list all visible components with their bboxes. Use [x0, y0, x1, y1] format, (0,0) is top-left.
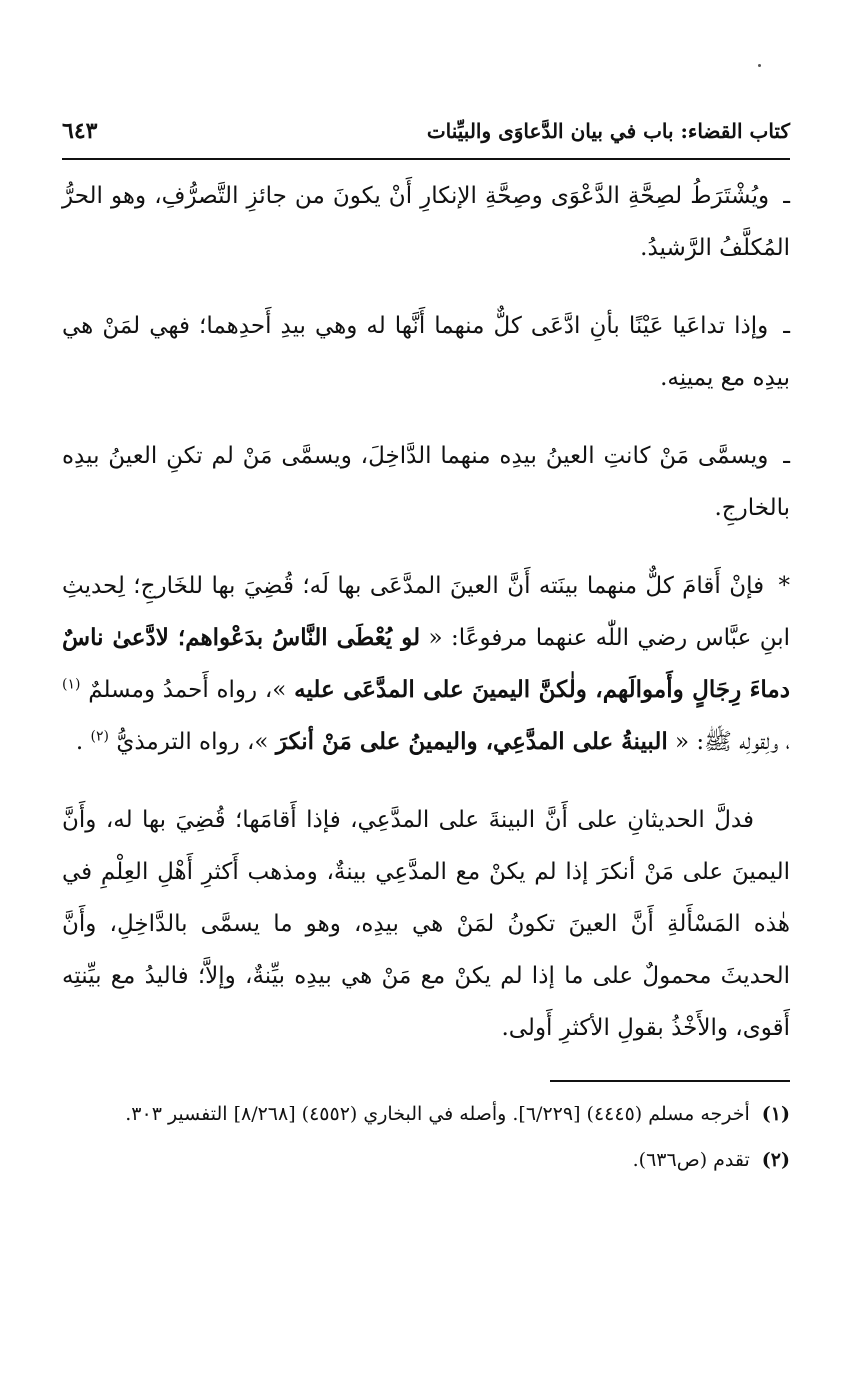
footnote-ref-1[interactable]: (١) [62, 676, 81, 693]
running-title: كتاب القضاء: باب في بيان الدَّعاوَى والبيِّنات [426, 119, 790, 143]
footnote-number: (٢) [761, 1149, 790, 1171]
footnote-1 [62, 1094, 790, 1134]
paragraph-text-part: »، رواه أَحمدُ ومسلمٌ [88, 677, 287, 703]
paragraph-disputed-item [62, 300, 790, 404]
header-rule [62, 158, 790, 160]
paragraph-text: وإذا تداعَيا عَيْنًا بأنِ ادَّعَى كلٌّ منهما أَنَّها له وهي بيدِ أَحدِهما؛ فهي لمَنْ هي بيدِه مع يمينِه. [62, 313, 790, 391]
paragraph-evidence [62, 560, 790, 768]
paragraph-conclusion [62, 794, 790, 1054]
paragraph-text: ويسمَّى مَنْ كانتِ العينُ بيدِه منهما الدَّاخِلَ، ويسمَّى مَنْ لم تكنِ العينُ بيدِه بالخارجِ. [62, 443, 790, 521]
dash-marker: ـ [783, 313, 791, 339]
dash-marker: ـ [783, 443, 791, 469]
paragraph-definitions [62, 430, 790, 534]
footnote-rule [550, 1080, 790, 1082]
dash-marker: ـ [783, 183, 791, 209]
paragraph-conditions [62, 170, 790, 274]
page-header [62, 118, 790, 154]
footnotes [62, 1094, 790, 1180]
scan-dot [758, 64, 761, 67]
paragraph-text-part: ، ولِقولِه ﷺ: « [675, 729, 790, 755]
page-number: ٦٤٣ [62, 118, 98, 144]
asterisk-marker: * [778, 573, 791, 599]
footnote-text: أخرجه مسلم (٤٤٤٥) [٦/٢٢٩]. وأصله في البخاري (٤٥٥٢) [٨/٢٦٨] التفسير ٣٠٣. [125, 1103, 750, 1125]
paragraph-text: ويُشْتَرَطُ لصِحَّةِ الدَّعْوَى وصِحَّةِ الإنكارِ أَنْ يكونَ من جائزِ التَّصرُّفِ، وهو الحرُّ المُكلَّفُ الرَّشيدُ. [62, 183, 790, 261]
paragraph-text: فدلَّ الحديثانِ على أَنَّ البينةَ على المدَّعِي، فإذا أَقامَها؛ قُضِيَ بها له، وأَنَّ اليمينَ على مَنْ أنكرَ إذا لم يكنْ مع المدَّعِي بينةٌ، ومذهب أَكثرِ أَهْلِ العِلْمِ في هٰذه المَسْأَلةِ أَنَّ العينَ تكونُ لمَنْ هي بيدِه، وهو ما يسمَّى بالدَّاخِلِ، وأَنَّ الحديثَ محمولٌ على ما إذا لم يكنْ مع مَنْ هي بيدِه بيِّنةٌ، وإلاَّ؛ فاليدُ مع بيِّنتِه أَقوى، والأَخْذُ بقولِ الأكثرِ أَولى. [62, 807, 790, 1041]
paragraph-text-part: فإنْ أَقامَ كلٌّ منهما بينَته أَنَّ العينَ المدَّعَى بها لَه؛ قُضِيَ بها للخَارجِ؛ لِحديثِ ابنِ عبَّاس رضي اللّٰه عنهما مرفوعًا: « [62, 573, 791, 651]
hadith-quote: لو يُعْطَى النَّاسُ بدَعْواهم؛ لادَّعىٰ ناسٌ دماءَ رِجَالٍ وأَموالَهم، ولٰكنَّ اليمينَ على المدَّعَى عليه [62, 624, 790, 703]
paragraph-text-part: »، رواه الترمذيُّ [116, 729, 269, 755]
footnote-ref-2[interactable]: (٢) [90, 728, 109, 745]
footnote-2 [62, 1140, 790, 1180]
main-text [62, 170, 790, 1054]
footnote-number: (١) [761, 1103, 790, 1125]
book-page [62, 118, 790, 1186]
paragraph-text-part: . [75, 729, 84, 755]
hadith-quote: البينةُ على المدَّعِي، واليمينُ على مَنْ أنكرَ [275, 728, 668, 755]
footnote-text: تقدم (ص٦٣٦). [632, 1149, 750, 1171]
